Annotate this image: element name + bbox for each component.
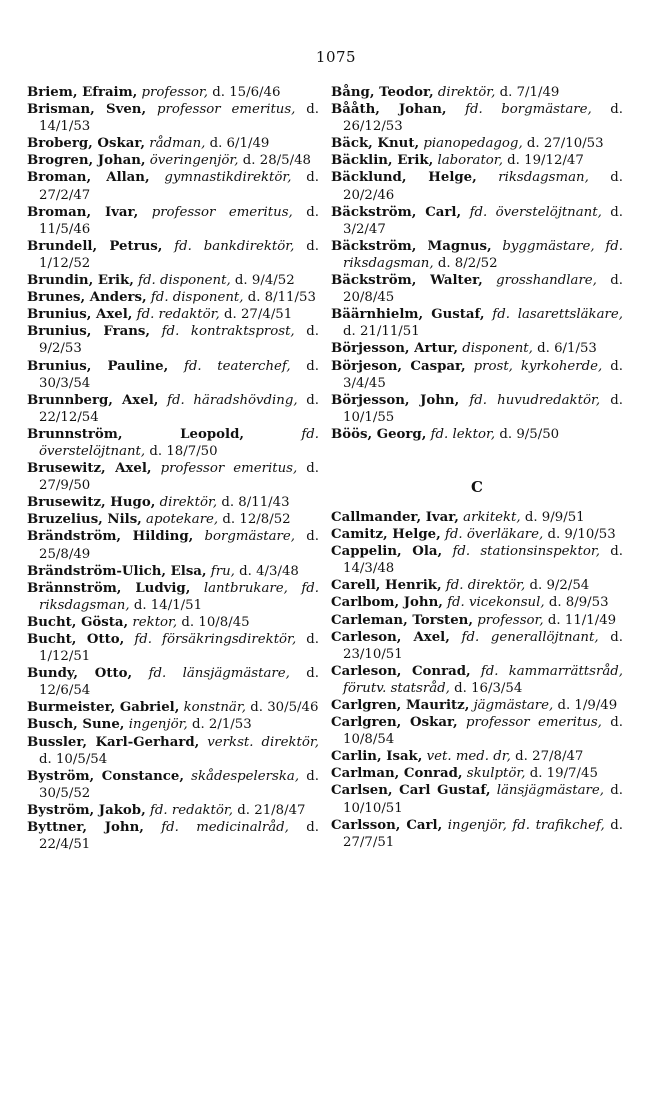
entry-title: riksdagsman,	[498, 170, 589, 186]
obituary-entry	[331, 340, 623, 357]
entry-name: Broberg, Oskar,	[27, 136, 145, 152]
obituary-entry	[331, 358, 623, 392]
entry-death-date: d. 10/8/54	[343, 715, 623, 748]
entry-death-date: d. 16/3/54	[454, 680, 523, 696]
obituary-entry	[27, 802, 319, 819]
entry-death-date: d. 9/9/51	[524, 509, 585, 525]
entry-title: fd. huvudredaktör,	[469, 392, 601, 408]
entry-title: gymnastikdirektör,	[164, 170, 292, 186]
entry-title: fd. vicekonsul,	[447, 595, 545, 611]
obituary-entry	[27, 716, 319, 733]
obituary-entry	[27, 306, 319, 323]
entry-title: direktör,	[159, 495, 218, 511]
entry-name: Carleson, Axel,	[331, 629, 450, 645]
obituary-entry	[27, 699, 319, 716]
entry-title: fd. lasarettsläkare,	[492, 307, 623, 323]
page-number: 1075	[315, 48, 357, 66]
entry-name: Bäckström, Carl,	[331, 204, 462, 220]
entry-death-date: d. 9/2/54	[529, 578, 590, 594]
obituary-entry	[331, 577, 623, 594]
entry-title: professor emeritus,	[160, 461, 298, 477]
entry-death-date: d. 10/5/54	[39, 751, 108, 767]
obituary-entry	[27, 494, 319, 511]
entry-death-date: d. 14/1/53	[39, 102, 320, 135]
entry-death-date: d. 1/12/52	[39, 238, 319, 271]
entry-name: Brunius, Axel,	[27, 307, 133, 323]
entry-title: verkst. direktör,	[207, 734, 319, 750]
entry-death-date: d. 8/2/52	[437, 255, 498, 271]
entry-title: fd. direktör,	[445, 578, 526, 594]
entry-death-date: d. 30/5/52	[39, 768, 320, 801]
obituary-entry	[331, 765, 623, 782]
obituary-entry	[27, 204, 319, 238]
entry-title: vet. med. dr,	[426, 749, 511, 765]
entry-title: rektor,	[132, 614, 178, 630]
obituary-entry	[27, 460, 319, 494]
entry-name: Camitz, Helge,	[331, 527, 441, 543]
entry-death-date: d. 1/12/51	[39, 632, 319, 665]
entry-title: fd. redaktör,	[149, 802, 234, 818]
entry-title: fd. disponent,	[150, 290, 244, 306]
entry-death-date: d. 14/3/48	[343, 544, 623, 577]
left-column	[27, 84, 319, 853]
obituary-entry	[331, 748, 623, 765]
entry-name: Böös, Georg,	[331, 426, 427, 442]
entry-death-date: d. 11/5/46	[39, 204, 319, 237]
obituary-entry	[331, 594, 623, 611]
obituary-entry	[27, 734, 319, 768]
obituary-entry	[27, 563, 319, 580]
entry-death-date: d. 3/2/47	[343, 204, 623, 237]
entry-name: Carleson, Conrad,	[331, 663, 471, 679]
entry-title: fd. medicinalråd,	[161, 820, 289, 836]
entry-death-date: d. 27/4/51	[224, 307, 293, 323]
obituary-entry	[331, 152, 623, 169]
entry-name: Brisman, Sven,	[27, 102, 147, 118]
entry-name: Callmander, Ivar,	[331, 509, 459, 525]
entry-name: Brändström, Hilding,	[27, 529, 194, 545]
entry-death-date: d. 30/3/54	[39, 358, 320, 391]
obituary-entry	[27, 238, 319, 272]
entry-name: Bäärnhielm, Gustaf,	[331, 307, 485, 323]
entry-death-date: d. 8/11/53	[247, 290, 316, 306]
entry-title: fd. kontraktsprost,	[161, 324, 295, 340]
entry-death-date: d. 20/8/45	[343, 273, 623, 306]
right-column	[331, 84, 623, 851]
entry-death-date: d. 25/8/49	[39, 529, 319, 562]
obituary-entry	[27, 768, 319, 802]
entry-name: Bäckström, Magnus,	[331, 238, 492, 254]
obituary-entry	[27, 665, 319, 699]
entry-title: fd. kammarrättsråd, förutv. statsråd,	[343, 663, 623, 696]
obituary-entry	[331, 663, 623, 697]
entry-death-date: d. 18/7/50	[149, 443, 218, 459]
entry-name: Brusewitz, Axel,	[27, 461, 152, 477]
entry-death-date: d. 19/7/45	[529, 766, 598, 782]
entry-title: prost, kyrkoherde,	[473, 358, 603, 374]
entry-death-date: d. 6/1/49	[209, 136, 270, 152]
entry-title: konstnär,	[183, 700, 246, 716]
entry-death-date: d. 10/1/55	[343, 392, 623, 425]
obituary-entry	[331, 509, 623, 526]
entry-title: apotekare,	[146, 512, 219, 528]
entry-name: Börjeson, Caspar,	[331, 358, 466, 374]
obituary-entry	[331, 135, 623, 152]
entry-name: Byström, Constance,	[27, 768, 184, 784]
entry-death-date: d. 11/1/49	[547, 612, 617, 628]
entry-name: Brunnström, Leopold,	[27, 426, 244, 442]
entry-title: rådman,	[149, 136, 206, 152]
entry-name: Brändström-Ulich, Elsa,	[27, 563, 207, 579]
entry-name: Brunius, Pauline,	[27, 358, 169, 374]
obituary-entry	[331, 782, 623, 816]
entry-name: Bundy, Otto,	[27, 666, 133, 682]
entry-title: fd. försäkringsdirektör,	[134, 632, 297, 647]
entry-list-left	[27, 84, 319, 853]
obituary-entry	[27, 135, 319, 152]
entry-name: Börjesson, Artur,	[331, 341, 458, 357]
entry-title: fd. häradshövding,	[167, 392, 298, 408]
entry-title: laborator,	[437, 153, 503, 169]
entry-name: Bruzelius, Nils,	[27, 512, 142, 528]
obituary-entry	[331, 426, 623, 443]
entry-title: skådespelerska,	[191, 768, 300, 784]
entry-name: Brunnberg, Axel,	[27, 392, 159, 408]
entry-title: fd. borgmästare,	[465, 102, 592, 118]
entry-name: Carlin, Isak,	[331, 749, 423, 765]
entry-title: disponent,	[462, 341, 533, 357]
entry-name: Broman, Allan,	[27, 170, 150, 186]
entry-death-date: d. 12/8/52	[222, 512, 291, 528]
obituary-entry	[27, 101, 319, 135]
entry-name: Bäck, Knut,	[331, 136, 420, 152]
entry-death-date: d. 27/8/47	[515, 749, 584, 765]
entry-name: Busch, Sune,	[27, 717, 125, 733]
obituary-entry	[331, 101, 623, 135]
entry-title: professor,	[477, 612, 544, 628]
entry-name: Carlgren, Mauritz,	[331, 698, 470, 713]
entry-title: fd. bankdirektör,	[174, 238, 295, 254]
entry-name: Cappelin, Ola,	[331, 544, 443, 560]
obituary-entry	[331, 169, 623, 203]
entry-name: Briem, Efraim,	[27, 85, 138, 100]
entry-name: Börjesson, John,	[331, 392, 460, 408]
entry-title: pianopedagog,	[423, 136, 523, 152]
obituary-entry	[27, 84, 319, 101]
entry-name: Brundin, Erik,	[27, 273, 134, 289]
obituary-entry	[331, 714, 623, 748]
entry-death-date: d. 27/10/53	[526, 136, 604, 152]
entry-title: fru,	[210, 563, 235, 579]
obituary-entry	[27, 819, 319, 853]
obituary-entry	[331, 84, 623, 101]
entry-title: fd. lektor,	[430, 426, 496, 442]
entry-title: fd. överläkare,	[444, 527, 544, 543]
entry-death-date: d. 21/11/51	[343, 324, 420, 340]
entry-list-right-b	[331, 84, 623, 443]
entry-death-date: d. 9/10/53	[547, 527, 616, 543]
obituary-entry	[27, 272, 319, 289]
entry-death-date: d. 21/8/47	[237, 802, 306, 818]
entry-title: professor emeritus,	[465, 715, 602, 731]
entry-title: fd. teaterchef,	[183, 358, 291, 374]
entry-death-date: d. 12/6/54	[39, 666, 320, 699]
entry-name: Brunes, Anders,	[27, 290, 147, 306]
entry-name: Bäckström, Walter,	[331, 273, 483, 289]
entry-name: Carleman, Torsten,	[331, 612, 473, 628]
entry-death-date: d. 26/12/53	[343, 102, 623, 135]
obituary-entry	[27, 152, 319, 169]
entry-death-date: d. 27/2/47	[39, 170, 319, 203]
entry-name: Brundell, Petrus,	[27, 238, 163, 254]
entry-name: Carlman, Conrad,	[331, 766, 463, 782]
entry-death-date: d. 14/1/51	[133, 597, 203, 613]
entry-name: Bucht, Gösta,	[27, 614, 129, 630]
entry-death-date: d. 27/9/50	[39, 461, 319, 494]
entry-title: fd. länsjägmästare,	[148, 666, 290, 682]
entry-death-date: d. 10/10/51	[343, 783, 624, 816]
entry-death-date: d. 22/12/54	[39, 392, 320, 425]
entry-name: Carlgren, Oskar,	[331, 715, 458, 731]
entry-name: Bussler, Karl-Gerhard,	[27, 734, 200, 750]
entry-name: Bucht, Otto,	[27, 632, 125, 647]
entry-death-date: d. 15/6/46	[212, 85, 281, 100]
entry-name: Bäcklund, Helge,	[331, 170, 477, 186]
obituary-entry	[27, 289, 319, 306]
entry-name: Bång, Teodor,	[331, 85, 434, 100]
obituary-entry	[27, 323, 319, 357]
entry-death-date: d. 19/12/47	[507, 153, 584, 169]
entry-name: Carlsen, Carl Gustaf,	[331, 783, 491, 799]
obituary-entry	[331, 306, 623, 340]
obituary-entry	[331, 238, 623, 272]
obituary-entry	[27, 511, 319, 528]
entry-title: professor,	[141, 85, 208, 100]
entry-death-date: d. 27/7/51	[343, 817, 623, 850]
entry-death-date: d. 20/2/46	[343, 170, 623, 203]
entry-title: professor emeritus,	[151, 204, 293, 220]
entry-title: fd. generallöjtnant,	[461, 629, 599, 645]
entry-death-date: d. 10/8/45	[181, 614, 250, 630]
entry-death-date: d. 8/11/43	[221, 495, 290, 511]
entry-name: Brogren, Johan,	[27, 153, 146, 169]
entry-title: fd. överstelöjtnant,	[469, 204, 602, 220]
entry-death-date: d. 28/5/48	[242, 153, 312, 169]
obituary-entry	[27, 580, 319, 614]
obituary-entry	[27, 614, 319, 631]
obituary-entry	[331, 543, 623, 577]
obituary-entry	[331, 612, 623, 629]
obituary-entry	[331, 272, 623, 306]
entry-name: Brunius, Frans,	[27, 324, 151, 340]
obituary-entry	[331, 629, 623, 663]
entry-title: fd. stationsinspektor,	[452, 544, 600, 560]
entry-title: ingenjör,	[128, 717, 188, 733]
entry-title: lantbrukare, fd. riksdagsman,	[39, 580, 320, 613]
obituary-entry	[27, 392, 319, 426]
entry-death-date: d. 6/1/53	[537, 341, 597, 357]
obituary-entry	[27, 426, 319, 460]
entry-death-date: d. 9/4/52	[234, 273, 295, 289]
section-letter-c: C	[471, 477, 483, 496]
entry-name: Brusewitz, Hugo,	[27, 495, 156, 511]
entry-death-date: d. 23/10/51	[343, 629, 624, 662]
entry-name: Brännström, Ludvig,	[27, 580, 191, 596]
entry-title: ingenjör, fd. trafikchef,	[447, 817, 605, 833]
entry-death-date: d. 4/3/48	[239, 563, 299, 579]
entry-name: Carlbom, John,	[331, 595, 443, 611]
entry-title: jägmästare,	[473, 698, 554, 713]
entry-death-date: d. 3/4/45	[343, 358, 623, 391]
entry-name: Byttner, John,	[27, 820, 144, 836]
obituary-entry	[27, 358, 319, 392]
entry-title: borgmästare,	[204, 529, 295, 545]
obituary-entry	[331, 817, 623, 851]
entry-list-right-c	[331, 509, 623, 851]
entry-death-date: d. 2/1/53	[191, 717, 252, 733]
entry-death-date: d. 9/5/50	[499, 426, 560, 442]
entry-death-date: d. 1/9/49	[557, 698, 618, 713]
entry-name: Bäcklin, Erik,	[331, 153, 434, 169]
entry-death-date: d. 9/2/53	[39, 324, 320, 357]
entry-name: Carell, Henrik,	[331, 578, 442, 594]
entry-title: skulptör,	[466, 766, 526, 782]
entry-death-date: d. 7/1/49	[499, 85, 560, 100]
entry-title: arkitekt,	[463, 509, 521, 525]
entry-title: fd. disponent,	[138, 273, 231, 289]
entry-title: länsjägmästare,	[496, 783, 604, 799]
entry-name: Broman, Ivar,	[27, 204, 139, 220]
entry-death-date: d. 8/9/53	[548, 595, 609, 611]
entry-title: direktör,	[437, 85, 496, 100]
obituary-entry	[331, 204, 623, 238]
entry-name: Burmeister, Gabriel,	[27, 700, 180, 716]
obituary-entry	[331, 697, 623, 714]
entry-title: professor emeritus,	[156, 102, 296, 118]
entry-name: Byström, Jakob,	[27, 802, 146, 818]
entry-title: överingenjör,	[149, 153, 239, 169]
entry-death-date: d. 22/4/51	[39, 820, 319, 853]
obituary-entry	[27, 528, 319, 562]
entry-title: byggmästare, fd. riksdagsman,	[343, 238, 623, 271]
entry-title: fd. överstelöjtnant,	[39, 426, 319, 459]
obituary-entry	[331, 526, 623, 543]
obituary-entry	[331, 392, 623, 426]
entry-name: Carlsson, Carl,	[331, 817, 443, 833]
entry-title: fd. redaktör,	[136, 307, 220, 323]
obituary-entry	[27, 169, 319, 203]
obituary-entry	[27, 631, 319, 665]
entry-death-date: d. 30/5/46	[250, 700, 319, 716]
entry-name: Bååth, Johan,	[331, 102, 447, 118]
entry-title: grosshandlare,	[496, 273, 597, 289]
